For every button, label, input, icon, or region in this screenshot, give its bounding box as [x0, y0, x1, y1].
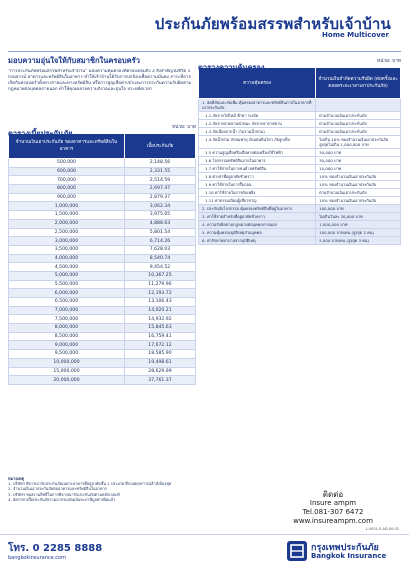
table-row — [9, 324, 196, 333]
premium-cell: 6,714.26 — [124, 237, 195, 246]
family-section-title: มอบความอุ่นใจให้กับสมาชิกในครอบครัว — [8, 56, 140, 65]
premium-cell: 16,759.41 — [124, 332, 195, 341]
premium-cell: 8,540.74 — [124, 254, 195, 263]
coverage-limit-cell: 5,000 บาท/คน (สูงสุด 3 คน) — [316, 237, 401, 245]
notes — [8, 476, 198, 502]
table-row — [9, 211, 196, 220]
table-row — [9, 315, 196, 324]
sum-insured-cell: 8,500,000 — [9, 332, 125, 341]
logo-emblem-icon — [287, 541, 307, 561]
premium-col-premium: เบี้ยประกันภัย — [124, 134, 195, 159]
sum-insured-cell: 15,000,000 — [9, 367, 125, 376]
contact-block — [258, 490, 408, 526]
intro-text: "การประกันภัยพร้อมสรรพสำหรับเจ้าบ้าน" มอบความคุ้มครองที่ครอบคลุมถึง 3 สิ่งสำคัญในชีวิต 1 กรมธรรม์ อาคารและทรัพย์สินในอาคาร ทำให้เจ้าบ้านได้รับการปกป้องเพื่อความมั่นคง ภาระที่อาจเกิดกับครอบครัวทั้งทางกายและทางทรัพย์สิน หรือการสูญเสียค่าเช่าและการประกันความรับผิดตามกฎหมายต่อบุคคลภายนอก ทำให้คุณคลายความกังวลและอุ่นใจ ประหยัดเวลา — [8, 69, 192, 92]
coverage-table — [198, 67, 401, 245]
sum-insured-cell: 9,500,000 — [9, 350, 125, 359]
table-row — [199, 181, 401, 189]
coverage-limit-cell: 1,000,000 บาท — [316, 221, 401, 229]
coverage-limit-cell: ตามจำนวนเงินเอาประกันภัย — [316, 128, 401, 136]
sum-insured-cell: 6,000,000 — [9, 289, 125, 298]
coverage-item-cell: 1.8 ค่าเช่าที่อยู่อาศัยชั่วคราว — [199, 173, 316, 181]
coverage-limit-cell: 30,000 บาท — [316, 157, 401, 165]
coverage-table-body — [199, 99, 401, 245]
table-row — [9, 185, 196, 194]
page-title: ประกันภัยพร้อมสรรพสำหรับเจ้าบ้าน — [154, 15, 391, 33]
document-code: L-0001-E-AD-00-02 — [365, 527, 399, 531]
coverage-item-cell: 3. ค่าใช้จ่ายสำหรับที่อยู่อาศัยชั่วคราว — [199, 213, 316, 221]
coverage-item-cell: 1. อัคคีภัยและภัยเพิ่ม คุ้มครองอาคารและทรัพย์สินภายในอาคารที่เอาประกันภัย — [199, 99, 316, 112]
coverage-item-cell: 1.5 ความสูญเสียหรือเสียหายต่อเครื่องใช้ไฟฟ้า — [199, 149, 316, 157]
sum-insured-cell: 7,500,000 — [9, 315, 125, 324]
table-row — [199, 205, 401, 213]
table-row — [199, 189, 401, 197]
coverage-limit-cell: 30,000 บาท — [316, 149, 401, 157]
premium-cell: 28,629.99 — [124, 367, 195, 376]
coverage-limit-cell: ตามจำนวนเงินเอาประกันภัย — [316, 189, 401, 197]
coverage-limit-cell: 100,000 บาท — [316, 205, 401, 213]
premium-cell: 2,331.55 — [124, 167, 195, 176]
table-row — [9, 254, 196, 263]
premium-cell: 14,932.92 — [124, 315, 195, 324]
premium-table-header — [8, 121, 196, 138]
table-row — [9, 358, 196, 367]
sum-insured-cell: 600,000 — [9, 167, 125, 176]
premium-cell: 15,845.63 — [124, 324, 195, 333]
sum-insured-cell: 500,000 — [9, 159, 125, 168]
coverage-item-cell: 5. ความคุ้มครองอุบัติเหตุส่วนบุคคล — [199, 229, 316, 237]
note-item: 1. บริษัทฯ พิจารณารับประกันภัยเฉพาะอาคารที่อยู่อาศัยชั้น 1 ประเภท ตึก/แฝด/ทาวน์เฮ้าส์/ห้องชุด — [8, 481, 172, 487]
sum-insured-cell: 8,000,000 — [9, 324, 125, 333]
logo-thai-name: กรุงเทพประกันภัย — [311, 543, 379, 553]
table-row — [9, 245, 196, 254]
coverage-col-limit: จำนวนเงินจำกัดความรับผิด (ต่อครั้งและตลอดระยะเวลาเอาประกันภัย) — [316, 68, 401, 99]
table-row — [9, 298, 196, 307]
table-row — [9, 280, 196, 289]
table-row — [9, 202, 196, 211]
coverage-item-cell: 1.6 โจรกรรมทรัพย์สินภายในอาคาร — [199, 157, 316, 165]
premium-cell: 3,975.05 — [124, 211, 195, 220]
premium-cell: 13,106.43 — [124, 298, 195, 307]
sum-insured-cell: 10,000,000 — [9, 358, 125, 367]
coverage-item-cell: 1.2 ภัยจากยวดยานพาหนะ ภัยจากอากาศยาน — [199, 120, 316, 128]
table-row — [9, 376, 196, 385]
coverage-limit-cell: ไม่เกิน 10% ของจำนวนเงินเอาประกันภัย สูงสุดไม่เกิน 1,000,000 บาท — [316, 136, 401, 149]
coverage-limit-cell: 10% ของจำนวนเงินเอาประกันภัย — [316, 181, 401, 189]
sum-insured-cell: 3,500,000 — [9, 245, 125, 254]
contact-website[interactable]: www.insureampm.com — [293, 517, 373, 525]
premium-cell: 10,367.25 — [124, 271, 195, 280]
premium-cell: 9,454.52 — [124, 263, 195, 272]
premium-unit: หน่วย: บาท — [172, 125, 196, 130]
table-row — [199, 149, 401, 157]
table-row — [199, 229, 401, 237]
coverage-item-cell: 1.3 ภัยเนื่องจากน้ำ (ไม่รวมน้ำท่วม) — [199, 128, 316, 136]
table-row — [199, 157, 401, 165]
page-subtitle: Home Multicover — [322, 31, 389, 39]
premium-cell: 2,697.47 — [124, 185, 195, 194]
premium-cell: 17,672.12 — [124, 341, 195, 350]
sum-insured-cell: 4,000,000 — [9, 254, 125, 263]
table-row — [199, 165, 401, 173]
table-row — [9, 289, 196, 298]
coverage-limit-cell: 10% ของจำนวนเงินเอาประกันภัย — [316, 173, 401, 181]
coverage-limit-cell: ตามจำนวนเงินเอาประกันภัย — [316, 120, 401, 128]
coverage-limit-cell: 10,000 บาท — [316, 165, 401, 173]
table-row — [199, 99, 401, 112]
coverage-item-cell: 1.9 ค่าใช้จ่ายในการรื้อถอน — [199, 181, 316, 189]
premium-cell: 5,801.54 — [124, 228, 195, 237]
table-row — [9, 176, 196, 185]
premium-cell: 7,628.03 — [124, 245, 195, 254]
contact-label: ติดต่อ — [322, 490, 344, 499]
sum-insured-cell: 800,000 — [9, 185, 125, 194]
coverage-item-cell: 6. ค่ารักษาพยาบาลจากอุบัติเหตุ — [199, 237, 316, 245]
coverage-item-cell: 4. ความรับผิดตามกฎหมายต่อบุคคลภายนอก — [199, 221, 316, 229]
table-row — [9, 350, 196, 359]
premium-cell: 14,020.21 — [124, 306, 195, 315]
premium-table — [8, 133, 196, 385]
table-row — [199, 173, 401, 181]
premium-col-sum-insured: จำนวนเงินเอาประกันภัย ของอาคารและทรัพย์สินในอาคาร — [9, 134, 125, 159]
header — [0, 0, 409, 52]
table-row — [199, 136, 401, 149]
sum-insured-cell: 20,000,000 — [9, 376, 125, 385]
logo-english-name: Bangkok Insurance — [311, 552, 387, 560]
coverage-limit-cell: ตามจำนวนเงินเอาประกันภัย — [316, 112, 401, 120]
coverage-limit-cell: 100,000 บาท/คน (สูงสุด 2 คน) — [316, 229, 401, 237]
table-row — [199, 221, 401, 229]
coverage-item-cell: 1.11 ค่าธรรมเนียมผู้เชี่ยวชาญ — [199, 197, 316, 205]
coverage-item-cell: 1.10 ค่าใช้จ่ายในการดับเพลิง — [199, 189, 316, 197]
coverage-limit-cell: ไม่เกินวันละ 20,000 บาท — [316, 213, 401, 221]
table-row — [9, 219, 196, 228]
coverage-table-title: ตารางความคุ้มครอง — [198, 63, 265, 72]
table-row — [9, 271, 196, 280]
sum-insured-cell: 2,000,000 — [9, 219, 125, 228]
sum-insured-cell: 2,500,000 — [9, 228, 125, 237]
sum-insured-cell: 4,500,000 — [9, 263, 125, 272]
sum-insured-cell: 1,500,000 — [9, 211, 125, 220]
footer-phone[interactable]: โทร. 0 2285 8888 — [8, 543, 103, 554]
premium-table-body — [9, 159, 196, 385]
table-row — [199, 237, 401, 245]
premium-cell: 4,888.63 — [124, 219, 195, 228]
premium-cell: 12,193.72 — [124, 289, 195, 298]
bangkok-insurance-logo — [287, 539, 399, 565]
coverage-unit: หน่วย: บาท — [377, 59, 401, 64]
table-row — [9, 237, 196, 246]
table-row — [9, 306, 196, 315]
sum-insured-cell: 700,000 — [9, 176, 125, 185]
sum-insured-cell: 900,000 — [9, 193, 125, 202]
coverage-limit-cell — [316, 99, 401, 112]
note-item: 4. อัตราค่าเบี้ยประกันภัยรวมอากรแสตมป์และภาษีมูลค่าเพิ่มแล้ว — [8, 496, 116, 502]
note-item: 3. บริษัทฯ ขอสงวนสิทธิ์ในการพิจารณารับประกันภัยตามหลักเกณฑ์ — [8, 491, 120, 497]
table-row — [199, 120, 401, 128]
right-column — [198, 55, 401, 245]
premium-cell: 18,585.90 — [124, 350, 195, 359]
premium-cell: 2,879.37 — [124, 193, 195, 202]
coverage-item-cell: 2. ประกันภัยโจรกรรม คุ้มครองทรัพย์สินที่อยู่ในอาคาร — [199, 205, 316, 213]
header-divider — [8, 51, 401, 52]
coverage-limit-cell: 10% ของจำนวนเงินเอาประกันภัย — [316, 197, 401, 205]
left-column — [8, 55, 196, 385]
sum-insured-cell: 5,000,000 — [9, 271, 125, 280]
coverage-item-cell: 1.7 ค่าใช้จ่ายในการขนย้ายทรัพย์สิน — [199, 165, 316, 173]
table-row — [9, 159, 196, 168]
sum-insured-cell: 5,500,000 — [9, 280, 125, 289]
contact-name: Insure ampm — [309, 499, 357, 507]
table-row — [199, 213, 401, 221]
sum-insured-cell: 7,000,000 — [9, 306, 125, 315]
sum-insured-cell: 1,000,000 — [9, 202, 125, 211]
coverage-table-header — [198, 55, 401, 72]
table-row — [9, 341, 196, 350]
table-row — [9, 193, 196, 202]
premium-cell: 11,279.96 — [124, 280, 195, 289]
sum-insured-cell: 6,500,000 — [9, 298, 125, 307]
sum-insured-cell: 3,000,000 — [9, 237, 125, 246]
table-row — [199, 128, 401, 136]
footer-website[interactable]: bangkokinsurance.com — [8, 555, 66, 561]
coverage-col-item: ความคุ้มครอง — [199, 68, 316, 99]
sum-insured-cell: 9,000,000 — [9, 341, 125, 350]
premium-cell: 3,062.34 — [124, 202, 195, 211]
table-row — [9, 228, 196, 237]
table-row — [9, 332, 196, 341]
table-row — [9, 367, 196, 376]
premium-cell: 37,761.37 — [124, 376, 195, 385]
note-item: 2. จำนวนเงินเอาประกันภัยต่ออาคารและทรัพย์สินในอาคาร — [8, 486, 107, 492]
notes-label: หมายเหตุ — [8, 476, 25, 481]
premium-cell: 2,514.59 — [124, 176, 195, 185]
table-row — [9, 263, 196, 272]
premium-cell: 19,498.61 — [124, 358, 195, 367]
coverage-item-cell: 1.4 ภัยน้ำท่วม ภัยลมพายุ ภัยแผ่นดินไหว ภัยลูกเห็บ — [199, 136, 316, 149]
coverage-item-cell: 1.1 ภัยจากไฟไหม้ ฟ้าผ่า ระเบิด — [199, 112, 316, 120]
table-row — [199, 197, 401, 205]
premium-table-title: ตารางเบี้ยประกันภัย — [8, 129, 73, 138]
table-row — [9, 167, 196, 176]
premium-cell: 2,148.56 — [124, 159, 195, 168]
table-row — [199, 112, 401, 120]
contact-phone[interactable]: Tel.081-307 6472 — [302, 508, 364, 516]
